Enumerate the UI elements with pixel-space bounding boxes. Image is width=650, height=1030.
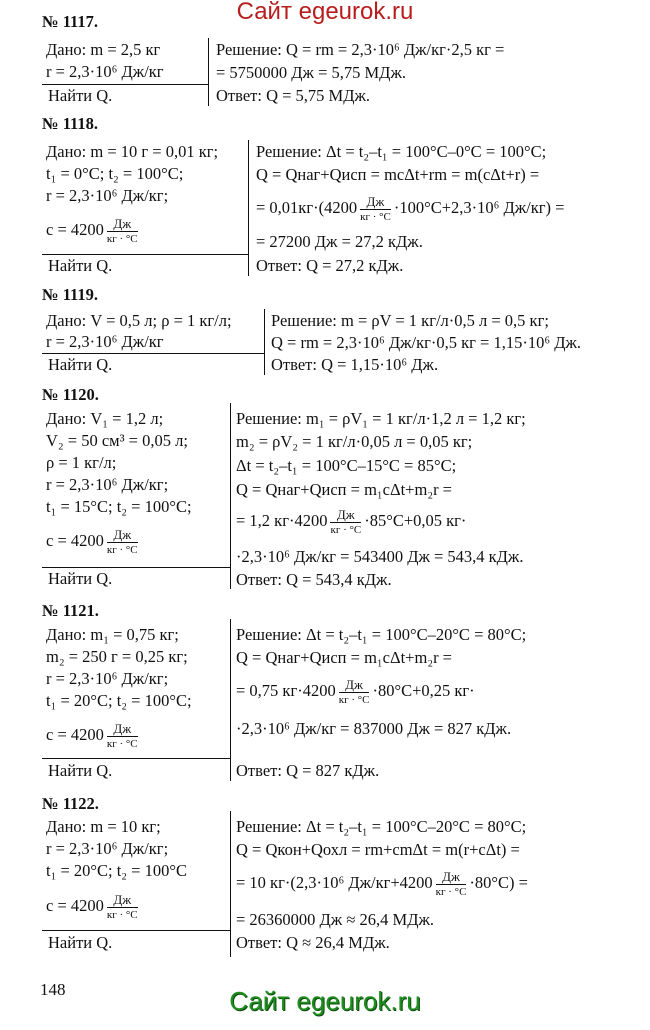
unit-fraction [436, 869, 467, 899]
given-line: r = 2,3·10⁶ Дж/кг; [46, 186, 169, 205]
solution-line: Решение: m = ρV = 1 кг/л·0,5 л = 0,5 кг; [271, 311, 549, 330]
solution-line: Q = Qнаг+Qисп = m₁cΔt+m₂r = [236, 480, 452, 499]
page-number: 148 [40, 980, 66, 999]
given-line: Дано: m = 2,5 кг [46, 40, 161, 59]
solution-line: = 27200 Дж = 27,2 кДж. [256, 232, 423, 251]
solution-line: Δt = t₂–t₁ = 100°C–15°C = 85°C; [236, 456, 457, 475]
solution-line: ·2,3·10⁶ Дж/кг = 543400 Дж = 543,4 кДж. [236, 547, 524, 566]
fraction-numerator: Дж [339, 677, 370, 693]
solution-divider [264, 309, 265, 375]
given-line: ρ = 1 кг/л; [46, 453, 117, 472]
given-line: m₂ = 250 г = 0,25 кг; [46, 647, 188, 666]
solution-segment: = 10 кг·(2,3·10⁶ Дж/кг+4200 [236, 872, 433, 892]
site-watermark-bottom: Сайт egeurok.ru [229, 986, 421, 1016]
fraction-numerator: Дж [436, 869, 467, 885]
solution-line: Q = Qкон+Qохл = rm+cmΔt = m(r+cΔt) = [236, 840, 520, 859]
given-line: t₁ = 20°C; t₂ = 100°C [46, 861, 187, 880]
unit-fraction [339, 677, 370, 707]
given-line: t₁ = 15°C; t₂ = 100°C; [46, 497, 192, 516]
solution-line [236, 507, 466, 537]
given-divider [42, 353, 264, 354]
fraction-numerator: Дж [107, 216, 138, 232]
solution-line: = 26360000 Дж ≈ 26,4 МДж. [236, 910, 434, 929]
problem-number: № 1121. [42, 601, 99, 620]
solution-divider [248, 140, 249, 276]
solution-line [256, 194, 564, 224]
fraction-numerator: Дж [360, 194, 391, 210]
fraction-denominator: кг · °C [106, 909, 138, 921]
problem-1119 [0, 287, 650, 379]
find-label: Найти Q. [48, 569, 113, 588]
given-line [46, 721, 141, 751]
answer-line: Ответ: Q = 27,2 кДж. [256, 256, 404, 275]
problem-1118 [0, 116, 650, 278]
find-label: Найти Q. [48, 86, 113, 105]
find-label: Найти Q. [48, 355, 113, 374]
given-line: r = 2,3·10⁶ Дж/кг; [46, 839, 169, 858]
solution-segment: ·80°C+0,25 кг· [372, 680, 475, 700]
unit-fraction [107, 216, 138, 246]
given-line: r = 2,3·10⁶ Дж/кг; [46, 669, 169, 688]
given-line [46, 216, 141, 246]
given-line: Дано: V = 0,5 л; ρ = 1 кг/л; [46, 311, 232, 330]
find-label: Найти Q. [48, 761, 113, 780]
solution-divider [230, 811, 231, 957]
problem-1121 [0, 603, 650, 785]
solution-line: Решение: Q = rm = 2,3·10⁶ Дж/кг·2,5 кг = [216, 40, 505, 59]
solution-divider [208, 38, 209, 106]
find-label: Найти Q. [48, 933, 113, 952]
unit-fraction [360, 194, 391, 224]
problem-number: № 1118. [42, 114, 99, 133]
problem-number: № 1122. [42, 794, 99, 813]
given-divider [42, 567, 230, 568]
fraction-denominator: кг · °C [106, 233, 138, 245]
given-divider [42, 758, 230, 759]
solution-divider [230, 403, 231, 589]
given-line: r = 2,3·10⁶ Дж/кг; [46, 475, 169, 494]
solution-line: Решение: m₁ = ρV₁ = 1 кг/л·1,2 л = 1,2 кг; [236, 409, 526, 428]
find-label: Найти Q. [48, 256, 113, 275]
given-divider [42, 84, 208, 85]
unit-fraction [330, 507, 361, 537]
fraction-numerator: Дж [330, 507, 361, 523]
answer-line: Ответ: Q = 1,15·10⁶ Дж. [271, 355, 439, 374]
given-c-value: c = 4200 [46, 895, 104, 915]
unit-fraction [107, 892, 138, 922]
fraction-denominator: кг · °C [106, 738, 138, 750]
given-line: r = 2,3·10⁶ Дж/кг [46, 62, 164, 81]
problem-1120 [0, 387, 650, 592]
given-line: t₁ = 0°C; t₂ = 100°C; [46, 164, 184, 183]
given-c-value: c = 4200 [46, 219, 104, 239]
unit-fraction [107, 721, 138, 751]
fraction-numerator: Дж [107, 721, 138, 737]
fraction-numerator: Дж [107, 892, 138, 908]
given-line: t₁ = 20°C; t₂ = 100°C; [46, 691, 192, 710]
problem-number: № 1120. [42, 385, 99, 404]
given-c-value: c = 4200 [46, 530, 104, 550]
problem-number: № 1117. [42, 12, 99, 31]
solution-line: Решение: Δt = t₂–t₁ = 100°C–0°C = 100°C; [256, 142, 547, 161]
given-line: r = 2,3·10⁶ Дж/кг [46, 332, 164, 351]
problem-1122 [0, 796, 650, 968]
fraction-denominator: кг · °C [360, 211, 391, 223]
solution-line: = 5750000 Дж = 5,75 МДж. [216, 63, 406, 82]
given-line: Дано: m₁ = 0,75 кг; [46, 625, 179, 644]
solution-segment: = 0,01кг·(4200 [256, 197, 358, 217]
given-divider [42, 254, 248, 255]
fraction-denominator: кг · °C [106, 544, 138, 556]
given-line: Дано: V₁ = 1,2 л; [46, 409, 164, 428]
problem-number: № 1119. [42, 285, 99, 304]
solution-line [236, 869, 528, 899]
fraction-denominator: кг · °C [435, 886, 467, 898]
solution-segment: = 0,75 кг·4200 [236, 680, 336, 700]
solution-segment: = 1,2 кг·4200 [236, 510, 328, 530]
unit-fraction [107, 527, 138, 557]
answer-line: Ответ: Q ≈ 26,4 МДж. [236, 933, 390, 952]
given-divider [42, 930, 230, 931]
solution-line: m₂ = ρV₂ = 1 кг/л·0,05 л = 0,05 кг; [236, 432, 473, 451]
solution-line: Решение: Δt = t₂–t₁ = 100°C–20°C = 80°C; [236, 625, 527, 644]
given-c-value: c = 4200 [46, 724, 104, 744]
given-line [46, 527, 141, 557]
solution-line: Q = Qнаг+Qисп = m₁cΔt+m₂r = [236, 648, 452, 667]
fraction-numerator: Дж [107, 527, 138, 543]
fraction-denominator: кг · °C [330, 524, 362, 536]
solution-divider [230, 619, 231, 781]
site-watermark-top: Сайт egeurok.ru [236, 0, 414, 25]
given-line: V₂ = 50 см³ = 0,05 л; [46, 431, 188, 450]
solution-line: ·2,3·10⁶ Дж/кг = 837000 Дж = 827 кДж. [236, 719, 512, 738]
solution-line: Решение: Δt = t₂–t₁ = 100°C–20°C = 80°C; [236, 817, 527, 836]
answer-line: Ответ: Q = 5,75 МДж. [216, 86, 370, 105]
given-line: Дано: m = 10 г = 0,01 кг; [46, 142, 219, 161]
answer-line: Ответ: Q = 543,4 кДж. [236, 570, 392, 589]
given-line [46, 892, 141, 922]
solution-line: Q = Qнаг+Qисп = mcΔt+rm = m(cΔt+r) = [256, 165, 540, 184]
given-line: Дано: m = 10 кг; [46, 817, 161, 836]
solution-line [236, 677, 475, 707]
problem-1117 [0, 14, 650, 106]
solution-segment: ·85°C+0,05 кг· [364, 510, 467, 530]
solution-segment: ·100°C+2,3·10⁶ Дж/кг) = [393, 197, 565, 217]
solution-line: Q = rm = 2,3·10⁶ Дж/кг·0,5 кг = 1,15·10⁶ Дж. [271, 333, 581, 352]
answer-line: Ответ: Q = 827 кДж. [236, 761, 380, 780]
solution-segment: ·80°C) = [469, 872, 528, 892]
fraction-denominator: кг · °C [338, 694, 370, 706]
